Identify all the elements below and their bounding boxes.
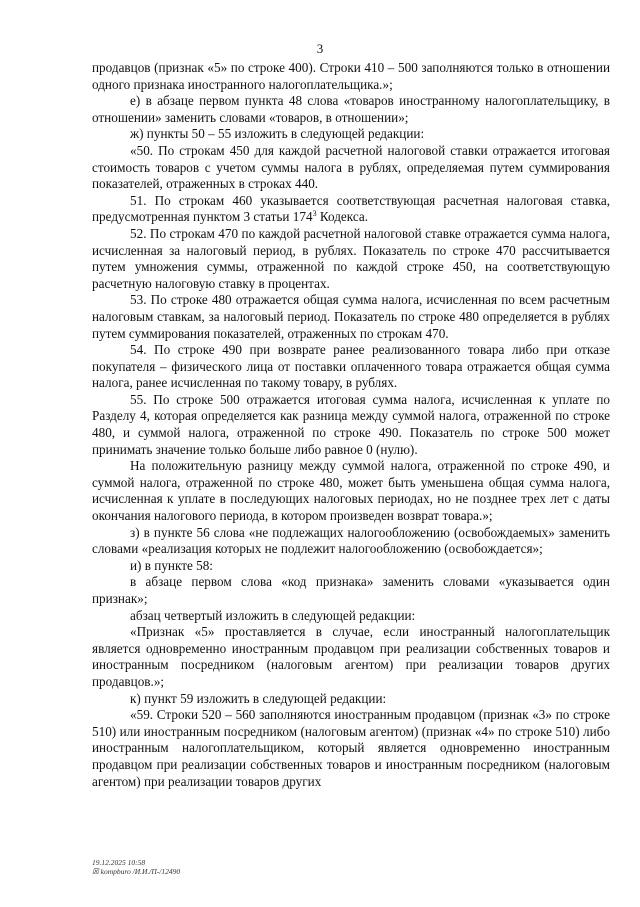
paragraph-tail: Кодекса.	[316, 209, 369, 225]
document-body	[92, 60, 610, 790]
paragraph	[92, 193, 610, 226]
paragraph	[92, 93, 610, 126]
paragraph-text: 55. По строке 500 отражается итоговая сумма налога, исчисленная к уплате по Разделу 4, которая определяется как разница между суммой налога, отраженной по строке 480, и суммой налога, отраженной по строке 490. Показатель по строке 500 может принимать значение только больше либо равное 0 (нулю).	[92, 391, 610, 457]
paragraph-text: «50. По строкам 450 для каждой расчетной налоговой ставки отражается итоговая стоимость товаров с учетом суммы налога в рублях, определяемая путем суммирования показателей, отраженных в строках 440.	[92, 142, 610, 192]
paragraph	[92, 143, 610, 193]
paragraph	[92, 707, 610, 790]
footer-code: ☒ kompburo /И.И./П-/12490	[92, 867, 181, 876]
footer-code-text: kompburo /И.И./П-/12490	[100, 867, 181, 876]
paragraph	[92, 392, 610, 458]
paragraph	[92, 574, 610, 607]
paragraph	[92, 608, 610, 625]
paragraph-text: к) пункт 59 изложить в следующей редакции:	[130, 690, 387, 706]
paragraph-text: з) в пункте 56 слова «не подлежащих налогообложению (освобождаемых» заменить словами «реализация которых не подлежит налогообложению (освобождается»;	[92, 524, 610, 557]
paragraph-text: в абзаце первом слова «код признака» заменить словами «указывается один признак»;	[92, 574, 610, 606]
paragraph-text: 54. По строке 490 при возврате ранее реализованного товара либо при отказе покупателя – физического лица от поставки оплаченного товара отражается общая сумма налога, ранее исчисленная по такому товару, в рублях.	[92, 342, 610, 391]
paragraph-text: и) в пункте 58:	[130, 557, 213, 573]
paragraph	[92, 691, 610, 708]
footer-date: 19.12.2025 10:58	[92, 858, 146, 867]
paragraph-text: «Признак «5» проставляется в случае, если иностранный налогоплательщик является одновременно иностранным продавцом при реализации собственных товаров и иностранным посредником (налоговым агентом) при реализации товаров других продавцов.»;	[92, 624, 610, 689]
paragraph-text: продавцов (признак «5» по строке 400). Строки 410 – 500 заполняются только в отношении одного признака иностранного налогоплательщика.»;	[92, 60, 610, 92]
paragraph	[92, 292, 610, 342]
paragraph-text: На положительную разницу между суммой налога, отраженной по строке 490, и суммой налога, отраженной по строке 480, может быть уменьшена общая сумма налога, исчисленная к уплате в последующих налоговых периодах, но не позднее трех лет с даты окончания налогового периода, в котором произведен возврат товара.»;	[92, 458, 610, 524]
paragraph-text: е) в абзаце первом пункта 48 слова «товаров иностранному налогоплательщику, в отношении» заменить словами «товаров, в отношении»;	[92, 93, 610, 125]
paragraph-text: абзац четвертый изложить в следующей редакции:	[130, 607, 416, 623]
paragraph	[92, 60, 610, 93]
paragraph-text: 51. По строкам 460 указывается соответствующая расчетная налоговая ставка, предусмотренная пунктом 3 статьи 174	[92, 192, 610, 225]
paragraph	[92, 226, 610, 292]
paragraph	[92, 624, 610, 690]
paragraph-text: 53. По строке 480 отражается общая сумма налога, исчисленная по всем расчетным налоговым ставкам, за налоговый период. Показатель по строке 480 определяется в рублях путем суммирования показателей, отраженных по строкам 470.	[92, 292, 610, 341]
paragraph	[92, 458, 610, 524]
footer-stamp	[92, 858, 180, 876]
paragraph	[92, 342, 610, 392]
paragraph	[92, 558, 610, 575]
paragraph-text: ж) пункты 50 – 55 изложить в следующей редакции:	[130, 126, 425, 142]
superscript: 3	[312, 209, 317, 219]
paragraph-text: 52. По строкам 470 по каждой расчетной налоговой ставке отражается сумма налога, исчисленная за налоговый период, в рублях. Показатель по строке 470 рассчитывается путем умножения суммы, отраженной по каждой строке 450, на соответствующую расчетную налоговую ставку в процентах.	[92, 225, 610, 291]
paragraph	[92, 525, 610, 558]
paragraph	[92, 126, 610, 143]
page-number: 3	[316, 41, 324, 56]
paragraph-text: «59. Строки 520 – 560 заполняются иностранным продавцом (признак «3» по строке 510) или иностранным посредником (налоговым агентом) (признак «4» по строке 510) либо иностранным налогоплательщиком, который является одновременно иностранным продавцом при реализации собственных товаров и иностранным посредником (налоговым агентом) при реализации товаров других	[92, 707, 610, 789]
